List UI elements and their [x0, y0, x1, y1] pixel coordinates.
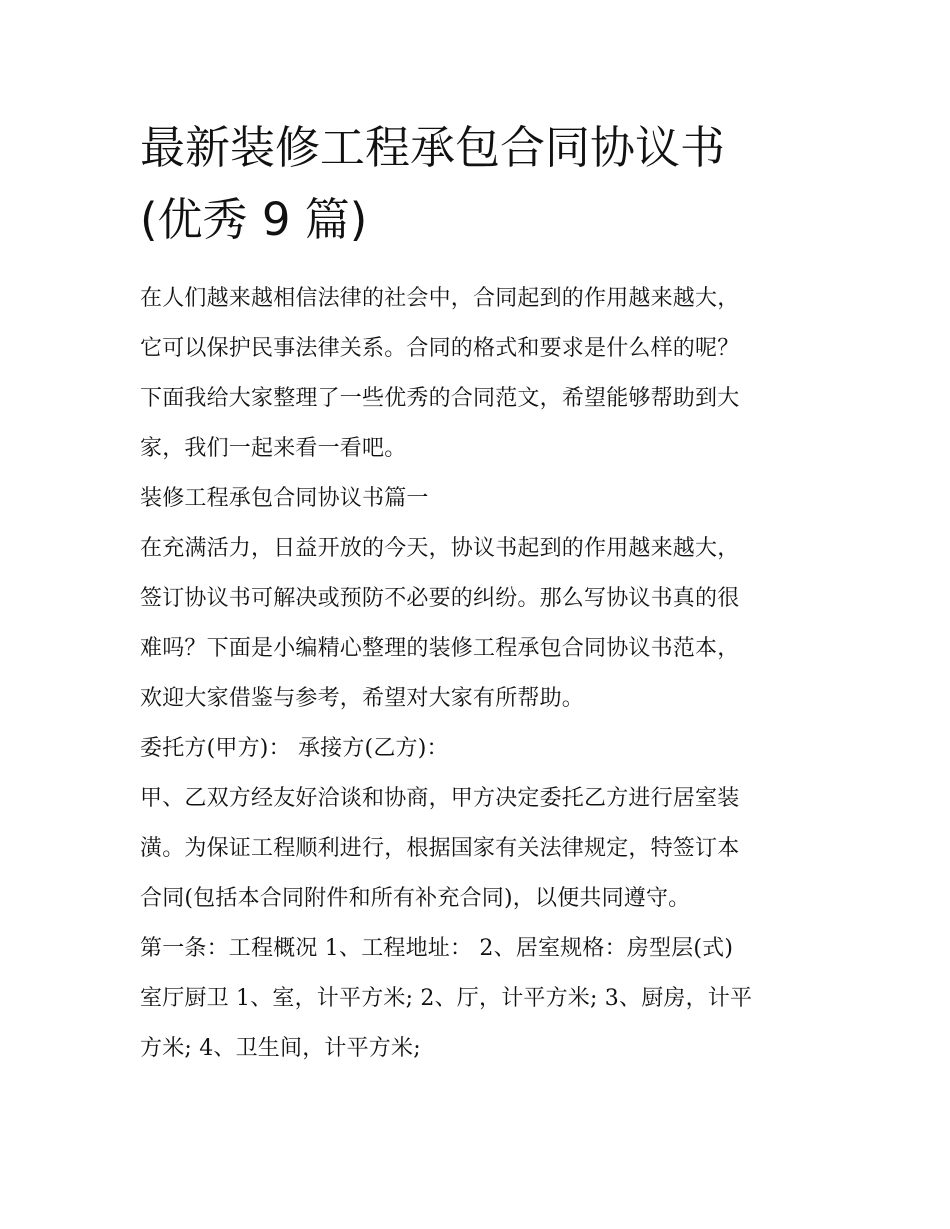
- article-paragraph: [140, 924, 812, 1074]
- text-line: 家，我们一起来看一看吧。: [140, 436, 407, 461]
- text-line: 方米; 4、卫生间，计平方米;: [140, 1036, 421, 1061]
- document-title: [140, 112, 812, 256]
- text-line: 合同(包括本合同附件和所有补充合同)，以便共同遵守。: [140, 886, 691, 911]
- text-line: 下面我给大家整理了一些优秀的合同范文，希望能够帮助到大: [140, 386, 740, 411]
- body-paragraph: [140, 774, 812, 924]
- text-line: 欢迎大家借鉴与参考，希望对大家有所帮助。: [140, 686, 585, 711]
- text-line: 装修工程承包合同协议书篇一: [140, 486, 429, 511]
- section-heading: [140, 474, 812, 524]
- text-line: 它可以保护民事法律关系。合同的格式和要求是什么样的呢？: [140, 336, 740, 361]
- intro-paragraph: [140, 274, 812, 474]
- text-line: 在充满活力，日益开放的今天，协议书起到的作用越来越大，: [140, 536, 740, 561]
- title-line: (优秀 9 篇): [140, 193, 368, 246]
- parties-line: [140, 724, 812, 774]
- text-line: 难吗？下面是小编精心整理的装修工程承包合同协议书范本，: [140, 636, 740, 661]
- document-content: [140, 112, 812, 1074]
- text-line: 甲、乙双方经友好洽谈和协商，甲方决定委托乙方进行居室装: [140, 786, 740, 811]
- title-line: 最新装修工程承包合同协议书: [140, 121, 726, 174]
- text-line: 室厅厨卫 1、室，计平方米; 2、厅，计平方米; 3、厨房，计平: [140, 986, 753, 1011]
- text-line: 在人们越来越相信法律的社会中，合同起到的作用越来越大，: [140, 286, 740, 311]
- text-line: 委托方(甲方)： 承接方(乙方)：: [140, 736, 449, 761]
- text-line: 签订协议书可解决或预防不必要的纠纷。那么写协议书真的很: [140, 586, 740, 611]
- text-line: 潢。为保证工程顺利进行，根据国家有关法律规定，特签订本: [140, 836, 740, 861]
- text-line: 第一条：工程概况 1、工程地址： 2、居室规格：房型层(式): [140, 936, 734, 961]
- body-paragraph: [140, 524, 812, 724]
